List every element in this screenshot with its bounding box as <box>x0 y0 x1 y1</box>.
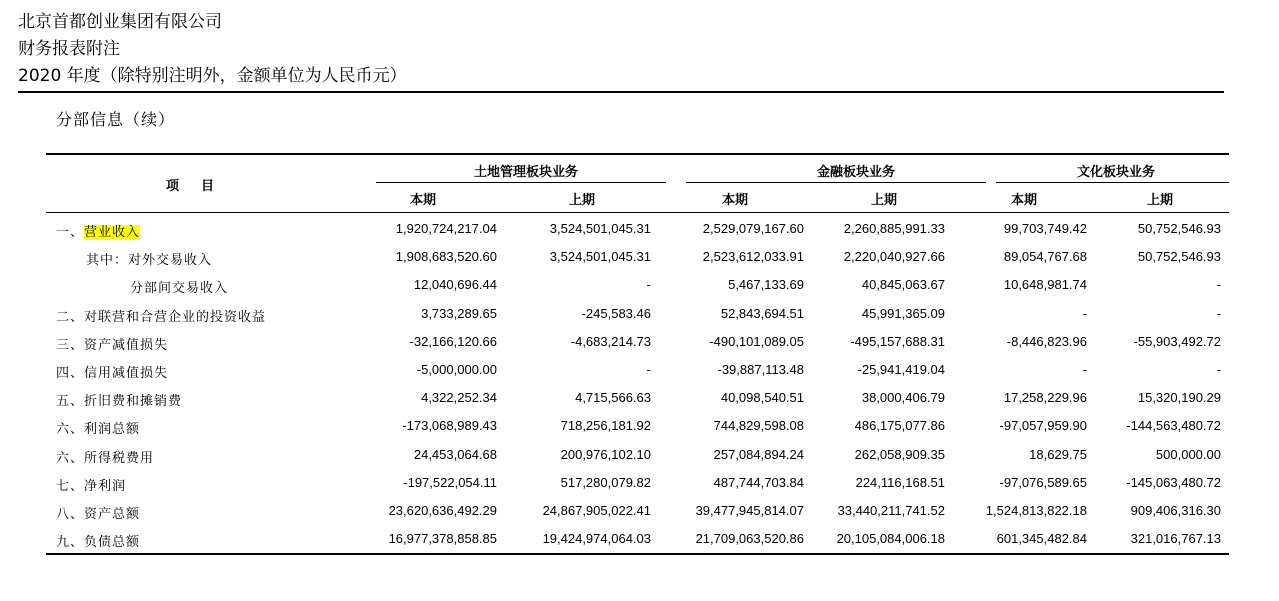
value-cell: 718,256,181.92 <box>560 418 651 434</box>
item-column-header: 项目 <box>166 179 237 194</box>
value-cell: 1,920,724,217.04 <box>395 221 497 236</box>
value-cell: 40,098,540.51 <box>720 390 804 406</box>
value-cell: 486,175,077.86 <box>854 418 945 434</box>
row-prefix: 二、 <box>56 309 85 325</box>
value-cell: -97,076,589.65 <box>999 474 1087 490</box>
value-cell: 262,058,909.35 <box>854 446 945 462</box>
value-cell: 50,752,546.93 <box>1137 249 1221 265</box>
row-label-text: 折旧费和摊销费 <box>84 394 183 410</box>
table-row <box>46 328 1229 356</box>
row-label <box>56 503 140 522</box>
value-cell: - <box>1082 305 1087 321</box>
table-row <box>46 243 1229 271</box>
value-cell: -490,101,089.05 <box>709 333 804 349</box>
row-label <box>56 418 140 437</box>
value-cell: 2,523,612,033.91 <box>702 249 804 265</box>
table-row <box>46 300 1229 328</box>
segment-header-finance: 金融板块业务 <box>816 165 895 180</box>
table-row <box>46 271 1229 299</box>
value-cell: - <box>1216 305 1221 321</box>
value-cell: 200,976,102.10 <box>560 446 651 462</box>
table-row <box>46 356 1229 384</box>
row-prefix: 其中： <box>86 253 129 269</box>
value-cell: 20,105,084,006.18 <box>836 531 945 547</box>
period-label-culture-prior: 上期 <box>1147 193 1174 208</box>
row-prefix: 八、 <box>56 507 85 522</box>
value-cell: -39,887,113.48 <box>717 362 804 377</box>
row-prefix: 六、 <box>56 450 85 466</box>
value-cell: -32,166,120.66 <box>409 333 497 349</box>
period-label-land-prior: 上期 <box>569 193 596 208</box>
value-cell: -245,583.46 <box>581 305 651 321</box>
value-cell: 2,529,079,167.60 <box>702 221 804 236</box>
value-cell: 10,648,981.74 <box>1003 277 1087 293</box>
row-label <box>56 531 140 550</box>
value-cell: 19,424,974,064.03 <box>542 531 651 547</box>
value-cell: -5,000,000.00 <box>416 362 497 377</box>
period-label-finance-prior: 上期 <box>871 193 898 208</box>
row-prefix: 七、 <box>56 478 85 494</box>
value-cell: -55,903,492.72 <box>1133 333 1221 349</box>
row-prefix: 三、 <box>56 337 85 353</box>
section-title: 分部信息（续） <box>56 110 176 129</box>
row-prefix: 五、 <box>56 394 85 410</box>
value-cell: - <box>1082 362 1087 377</box>
value-cell: -145,063,480.72 <box>1126 474 1221 490</box>
value-cell: 3,733,289.65 <box>421 305 497 321</box>
value-cell: 601,345,482.84 <box>996 531 1087 547</box>
value-cell: 4,715,566.63 <box>575 390 651 406</box>
row-prefix: 九、 <box>56 535 85 551</box>
table-row <box>46 497 1229 525</box>
value-cell: -173,068,989.43 <box>402 418 497 434</box>
value-cell: 40,845,063.67 <box>861 277 945 293</box>
row-label-text: 分部间交易收入 <box>130 281 229 297</box>
value-cell: 257,084,894.24 <box>713 446 804 462</box>
value-cell: 45,991,365.09 <box>861 305 945 321</box>
table-row <box>46 469 1229 497</box>
table-row <box>46 215 1229 243</box>
value-cell: 1,524,813,822.18 <box>985 503 1087 518</box>
value-cell: -144,563,480.72 <box>1126 418 1221 434</box>
value-cell: 99,703,749.42 <box>1003 221 1087 236</box>
table-bottom-rule <box>46 553 1229 555</box>
table-row <box>46 384 1229 412</box>
value-cell: 487,744,703.84 <box>713 474 804 490</box>
value-cell: 321,016,767.13 <box>1130 531 1221 547</box>
value-cell: 517,280,079.82 <box>560 474 651 490</box>
row-label <box>56 221 140 240</box>
row-label-text: 资产总额 <box>84 507 141 522</box>
value-cell: 4,322,252.34 <box>421 390 497 406</box>
value-cell: 52,843,694.51 <box>720 305 804 321</box>
segment-header-land: 土地管理板块业务 <box>473 165 578 180</box>
value-cell: 2,220,040,927.66 <box>843 249 945 265</box>
period-label-finance-current: 本期 <box>722 193 749 208</box>
value-cell: 21,709,063,520.86 <box>695 531 804 547</box>
value-cell: - <box>1216 277 1221 293</box>
value-cell: -8,446,823.96 <box>1006 333 1087 349</box>
row-prefix: 六、 <box>56 422 85 438</box>
value-cell: 39,477,945,814.07 <box>695 503 804 518</box>
segment-underline-land <box>376 182 666 183</box>
table-top-rule <box>46 153 1229 155</box>
document-title: 财务报表附注 <box>18 39 120 59</box>
value-cell: 24,453,064.68 <box>413 446 497 462</box>
row-label-text: 净利润 <box>84 478 127 494</box>
value-cell: 24,867,905,022.41 <box>542 503 651 518</box>
row-label <box>56 390 182 409</box>
value-cell: 224,116,168.51 <box>855 474 945 490</box>
value-cell: 16,977,378,858.85 <box>388 531 497 547</box>
row-label-text: 所得税费用 <box>84 450 155 466</box>
row-label <box>130 277 228 296</box>
row-label-text: 营业收入 <box>84 225 141 240</box>
value-cell: - <box>646 277 651 293</box>
value-cell: 89,054,767.68 <box>1003 249 1087 265</box>
segment-underline-culture <box>996 182 1229 183</box>
table-row <box>46 525 1229 553</box>
row-label-text: 对联营和合营企业的投资收益 <box>84 309 267 325</box>
period-label-land-current: 本期 <box>410 193 437 208</box>
table-row <box>46 441 1229 469</box>
value-cell: 50,752,546.93 <box>1137 221 1221 236</box>
value-cell: 17,258,229.96 <box>1003 390 1087 406</box>
value-cell: 38,000,406.79 <box>861 390 945 406</box>
value-cell: - <box>1216 362 1221 377</box>
table-row <box>46 412 1229 440</box>
value-cell: -495,157,688.31 <box>850 333 945 349</box>
row-prefix: 四、 <box>56 366 85 381</box>
value-cell: -4,683,214.73 <box>570 333 651 349</box>
value-cell: 2,260,885,991.33 <box>843 221 945 236</box>
value-cell: -197,522,054.11 <box>403 474 497 490</box>
value-cell: 744,829,598.08 <box>713 418 804 434</box>
value-cell: -25,941,419.04 <box>857 362 945 377</box>
row-label-text: 信用减值损失 <box>84 366 169 381</box>
value-cell: 23,620,636,492.29 <box>388 503 497 518</box>
period-label-culture-current: 本期 <box>1011 193 1038 208</box>
value-cell: - <box>646 362 651 377</box>
row-label <box>86 249 212 268</box>
value-cell: 909,406,316.30 <box>1130 503 1221 518</box>
value-cell: 15,320,190.29 <box>1137 390 1221 406</box>
row-label <box>56 334 168 353</box>
value-cell: 5,467,133.69 <box>728 277 804 293</box>
value-cell: 500,000.00 <box>1155 446 1221 462</box>
value-cell: -97,057,959.90 <box>999 418 1087 434</box>
header-divider <box>18 91 1224 93</box>
value-cell: 1,908,683,520.60 <box>395 249 497 265</box>
row-label-text: 资产减值损失 <box>84 337 169 353</box>
value-cell: 33,440,211,741.52 <box>837 503 945 518</box>
value-cell: 18,629.75 <box>1029 446 1087 462</box>
value-cell: 3,524,501,045.31 <box>549 249 651 265</box>
row-label <box>56 306 266 325</box>
segment-underline-finance <box>686 182 986 183</box>
header-bottom-rule <box>46 212 1229 213</box>
segment-header-culture: 文化板块业务 <box>1076 165 1155 180</box>
period-note: 2020 年度（除特别注明外，金额单位为人民币元） <box>18 66 407 86</box>
row-label <box>56 475 126 494</box>
row-label-text: 对外交易收入 <box>128 253 213 269</box>
row-label-text: 负债总额 <box>84 535 141 551</box>
row-label <box>56 362 168 381</box>
row-label-text: 利润总额 <box>84 422 141 438</box>
value-cell: 12,040,696.44 <box>413 277 497 293</box>
row-prefix: 一、 <box>56 225 85 240</box>
row-label <box>56 447 154 466</box>
company-name: 北京首都创业集团有限公司 <box>18 12 222 32</box>
value-cell: 3,524,501,045.31 <box>549 221 651 236</box>
